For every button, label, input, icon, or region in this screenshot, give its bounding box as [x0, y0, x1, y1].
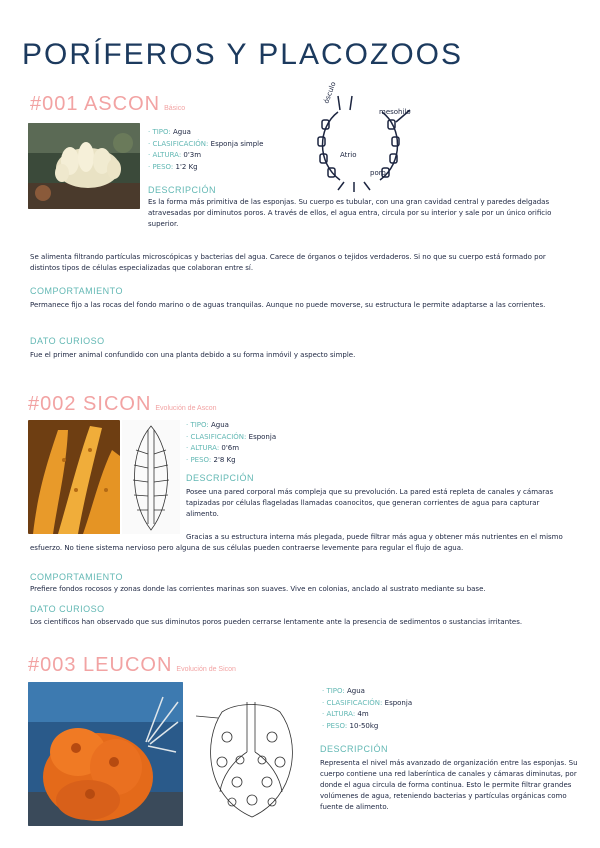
stat-clasificacion	[148, 139, 263, 151]
stat-value: 10-50kg	[349, 721, 379, 730]
section-2-comp-heading: COMPORTAMIENTO	[30, 572, 124, 582]
section-2-desc-1: Posee una pared corporal más compleja que su prevolución. La pared está repleta de canales y cámaras tapizadas por células flageladas llamadas coanocitos, que generan corrientes de agua para capturar alimento.	[186, 488, 554, 518]
stat-value: 4m	[357, 710, 369, 718]
stat-value: 2'8 Kg	[213, 455, 236, 464]
stat-value: 0'6m	[221, 444, 240, 452]
stat-value: Agua	[173, 128, 191, 136]
section-3-subtitle: Evolución de Sicon	[176, 666, 236, 673]
stat-tipo	[322, 686, 412, 698]
stat-tipo	[148, 127, 263, 139]
diagram-label-atrio: Atrio	[340, 151, 357, 159]
section-2-stats	[186, 420, 276, 466]
section-3-desc-heading: DESCRIPCIÓN	[320, 744, 389, 754]
section-1-number	[30, 93, 185, 116]
stat-key: · TIPO:	[186, 421, 209, 429]
leucon-photo	[28, 682, 183, 826]
stat-value: Agua	[211, 421, 229, 429]
sicon-photo	[28, 420, 120, 534]
section-2-desc-heading: DESCRIPCIÓN	[186, 473, 255, 483]
section-1-comp-heading: COMPORTAMIENTO	[30, 286, 124, 296]
diagram-label-poro: poro	[370, 169, 386, 177]
section-2-subtitle: Evolución de Ascon	[155, 405, 217, 412]
section-3-stats	[322, 686, 412, 732]
section-2-dato-heading: DATO CURIOSO	[30, 604, 105, 614]
ascon-diagram	[300, 82, 440, 194]
stat-altura	[186, 443, 276, 455]
section-1-dato-heading: DATO CURIOSO	[30, 336, 105, 346]
diagram-label-osculo: ósculo	[322, 82, 338, 105]
section-2-comp-text: Prefiere fondos rocosos y zonas donde las corrientes marinas son suaves. Vive en colonias, anclado al sustrato mediante su base.	[30, 585, 486, 593]
section-1-subtitle: Básico	[164, 105, 186, 112]
stat-key: · CLASIFICACIÓN:	[186, 432, 247, 441]
stat-peso	[322, 721, 412, 733]
section-1-number-text: #001 ASCON	[30, 93, 161, 115]
section-2-dato-text: Los científicos han observado que sus diminutos poros pueden cerrarse lentamente ante la presencia de sedimentos o sustancias irritantes.	[30, 618, 523, 626]
stat-value: Esponja	[248, 432, 277, 441]
section-1-desc-2: Se alimenta filtrando partículas microscópicas y bacterias del agua. Carece de órganos o tejidos verdaderos. Si no que su cuerpo está formado por distintos tipos de células especializadas que colaboran entre sí.	[30, 253, 546, 272]
section-2-number-text: #002 SICON	[28, 393, 152, 415]
section-2-number	[28, 393, 217, 416]
section-3-desc-1: Representa el nivel más avanzado de organización entre las esponjas. Su cuerpo contiene una red laberíntica de canales y cámaras diminutas, por donde el agua circula de forma continua. Esto le permite filtrar grandes volúmenes de agua, reteniendo bacterias y partículas orgánicas como fuente de alimento.	[320, 759, 578, 811]
stat-clasificacion	[322, 698, 412, 710]
stat-key: · PESO:	[322, 721, 348, 730]
stat-key: · CLASIFICACIÓN:	[148, 139, 209, 148]
stat-key: · ALTURA:	[322, 710, 356, 718]
stat-value: Agua	[347, 687, 365, 695]
leucon-diagram	[192, 682, 310, 826]
stat-key: · ALTURA:	[186, 444, 220, 452]
section-1-comp-text: Permanece fijo a las rocas del fondo marino o de aguas tranquilas. Aunque no puede moverse, su estructura le permite adaptarse a las corrientes.	[30, 301, 546, 309]
stat-key: · ALTURA:	[148, 151, 182, 159]
stat-tipo	[186, 420, 276, 432]
stat-altura	[148, 150, 263, 162]
section-2-desc-2: Gracias a su estructura interna más plegada, puede filtrar más agua y obtener más nutrientes en el mismo esfuerzo. No tiene sistema nervioso pero alguna de sus células pueden contraerse levemente para regular el flujo de agua.	[30, 533, 563, 552]
stat-peso	[148, 162, 263, 174]
stat-key: · PESO:	[186, 455, 212, 464]
stat-altura	[322, 709, 412, 721]
stat-value: Esponja simple	[210, 139, 264, 148]
stat-key: · TIPO:	[148, 128, 171, 136]
section-1-desc-1: Es la forma más primitiva de las esponjas. Su cuerpo es tubular, con una gran cavidad central y paredes delgadas atravesadas por diminutos poros. A través de ellos, el agua entra, circula por su interior y sale por un único orificio superior.	[148, 198, 552, 228]
page-title: PORÍFEROS Y PLACOZOOS	[22, 38, 463, 71]
stat-key: · CLASIFICACIÓN:	[322, 698, 383, 707]
stat-value: Esponja	[384, 698, 413, 707]
stat-peso	[186, 455, 276, 467]
stat-clasificacion	[186, 432, 276, 444]
section-1-stats	[148, 127, 263, 173]
diagram-label-mesohilo: mesohilo	[379, 108, 411, 116]
stat-value: 1'2 Kg	[175, 162, 198, 171]
section-1-desc-heading: DESCRIPCIÓN	[148, 185, 217, 195]
section-3-number-text: #003 LEUCON	[28, 654, 173, 676]
section-3-number	[28, 654, 236, 677]
sicon-diagram	[122, 420, 180, 534]
stat-value: 0'3m	[183, 151, 202, 159]
stat-key: · TIPO:	[322, 687, 345, 695]
stat-key: · PESO:	[148, 162, 174, 171]
ascon-photo	[28, 123, 140, 209]
section-1-dato-text: Fue el primer animal confundido con una planta debido a su forma inmóvil y aspecto simple.	[30, 351, 356, 359]
